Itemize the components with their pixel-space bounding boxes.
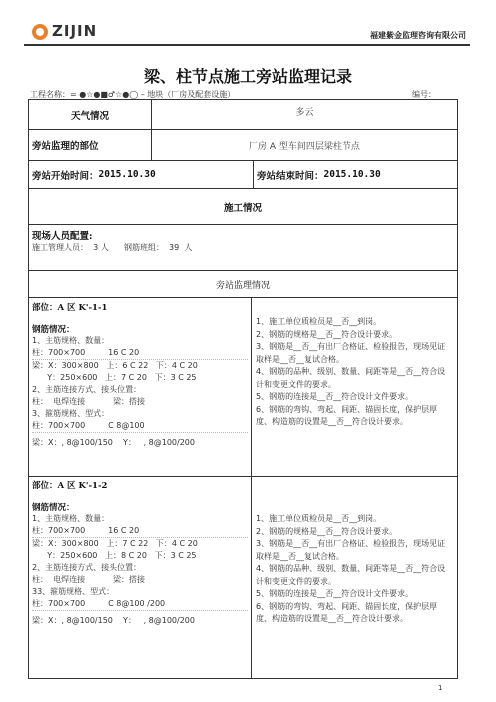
rebar-heading: 钢筋情况：: [32, 325, 75, 335]
rebar-line: 柱：700×700 16 C 20: [32, 525, 248, 538]
rebar-line: Y：250×600 上：7 C 20 下：3 C 25: [32, 373, 197, 382]
rebar-line: 柱： 电焊连接 梁：搭接: [32, 575, 146, 584]
supervision-heading-row: [29, 271, 457, 298]
staff-heading: 现场人员配置:: [32, 231, 93, 242]
rebar-line: 柱：700×700 C 8@100 /200: [32, 598, 248, 611]
rebar-line: Y：250×600 上：8 C 20 下：3 C 25: [32, 551, 197, 560]
company-name: 福建紫金监理咨询有限公司: [370, 31, 466, 40]
page-number: 1: [438, 684, 443, 692]
check-item: 5、钢筋的连接是__否__符合设计文件要求。: [256, 589, 414, 598]
record-table: [28, 99, 458, 679]
check-item: 3、钢筋是__否__有出厂合格证、检验报告，现场见证取样是__否__复试合格。: [256, 342, 446, 364]
end-time-value: 2015.10.30: [323, 169, 381, 180]
page-title: 梁、柱节点施工旁站监理记录: [143, 67, 352, 86]
start-time-value: 2015.10.30: [98, 169, 156, 180]
check-item: 1、施工单位质检员是__否__到岗。: [256, 317, 382, 326]
construction-heading-row: [29, 189, 457, 225]
rebar-line: 3、箍筋规格、型式：: [32, 409, 110, 418]
weather-row: [29, 100, 457, 130]
rebar-line: 柱：700×700 16 C 20: [32, 347, 248, 360]
check-item: 5、钢筋的连接是__否__符合设计文件要求。: [256, 392, 414, 401]
staff-line: 施工管理人员： 3 人 钢筋班组： 39 人: [32, 243, 193, 252]
location-value: 厂房 A 型车间四层梁柱节点: [249, 141, 360, 152]
page-header: [24, 22, 470, 44]
rebar-lines: [32, 335, 248, 449]
rebar-line: 1、主筋规格、数量：: [32, 336, 110, 345]
rebar-line: 2、主筋连接方式、接头位置：: [32, 385, 142, 394]
rebar-line: 梁：X：300×800 上：7 C 22 下：4 C 20: [32, 539, 198, 548]
company-logo: [32, 22, 132, 42]
weather-label: 天气情况: [70, 110, 109, 122]
start-time-label: 旁站开始时间：: [32, 170, 99, 182]
location-label: 旁站监理的部位: [32, 141, 99, 152]
check-item: 2、钢筋的规格是__否__符合设计要求。: [256, 526, 398, 536]
rebar-line: 梁：X：, 8@100/150 Y： , 8@100/200: [32, 616, 195, 625]
check-item: 2、钢筋的规格是__否__符合设计要求。: [256, 329, 398, 339]
check-item: 4、钢筋的品种、级别、数量、间距等是__否__符合设计和变更文件的要求。: [256, 564, 446, 586]
check-item: 6、钢筋的弯钩、弯起、间距、锚固长度，保护层厚度、构造筋的设置是__否__符合设计要求。: [256, 404, 438, 426]
staff-row: [29, 225, 457, 271]
rebar-line: 2、主筋连接方式、接头位置：: [32, 563, 142, 572]
rebar-line: 梁：X：, 8@100/150 Y： , 8@100/200: [32, 438, 195, 447]
rebar-heading: 钢筋情况：: [32, 503, 75, 513]
checklist: [252, 298, 457, 476]
section-part: 部位：A 区 K'-1-2: [32, 481, 108, 491]
project-name: 工程名称：= ●☆●■♂☆●◯ – 地块（厂房及配套设施）: [30, 90, 236, 99]
rebar-lines: [32, 513, 248, 627]
rebar-line: 1、主筋规格、数量：: [32, 514, 110, 523]
check-item: 4、钢筋的品种、级别、数量、间距等是__否__符合设计和变更文件的要求。: [256, 367, 446, 389]
rebar-line: 梁：X：300×800 上：6 C 22 下：4 C 20: [32, 361, 198, 370]
section-row: [29, 477, 457, 678]
check-item: 3、钢筋是__否__有出厂合格证、检验报告，现场见证取样是__否__复试合格。: [256, 539, 446, 561]
section-part: 部位：A 区 K'-1-1: [32, 303, 108, 313]
check-item: 1、施工单位质检员是__否__到岗。: [256, 514, 382, 523]
check-item: 6、钢筋的弯钩、弯起、间距、锚固长度，保护层厚度、构造筋的设置是__否__符合设计要求。: [256, 601, 438, 623]
time-row: [29, 161, 457, 189]
logo-mark-icon: [32, 24, 48, 40]
end-time-label: 旁站结束时间：: [257, 170, 324, 182]
rebar-line: 33、箍筋规格、型式：: [32, 587, 115, 596]
weather-value: 多云: [295, 108, 314, 118]
logo-text: ZIJIN: [52, 22, 98, 40]
record-number-label: 编号：: [412, 90, 436, 99]
construction-heading: 施工情况: [223, 202, 262, 214]
supervision-heading: 旁站监理情况: [215, 280, 270, 291]
section-row: [29, 298, 457, 477]
header-divider: [24, 44, 470, 46]
rebar-line: 柱： 电焊连接 梁：搭接: [32, 397, 146, 406]
rebar-line: 柱：700×700 C 8@100: [32, 420, 248, 433]
location-row: [29, 130, 457, 161]
checklist: [252, 477, 457, 678]
